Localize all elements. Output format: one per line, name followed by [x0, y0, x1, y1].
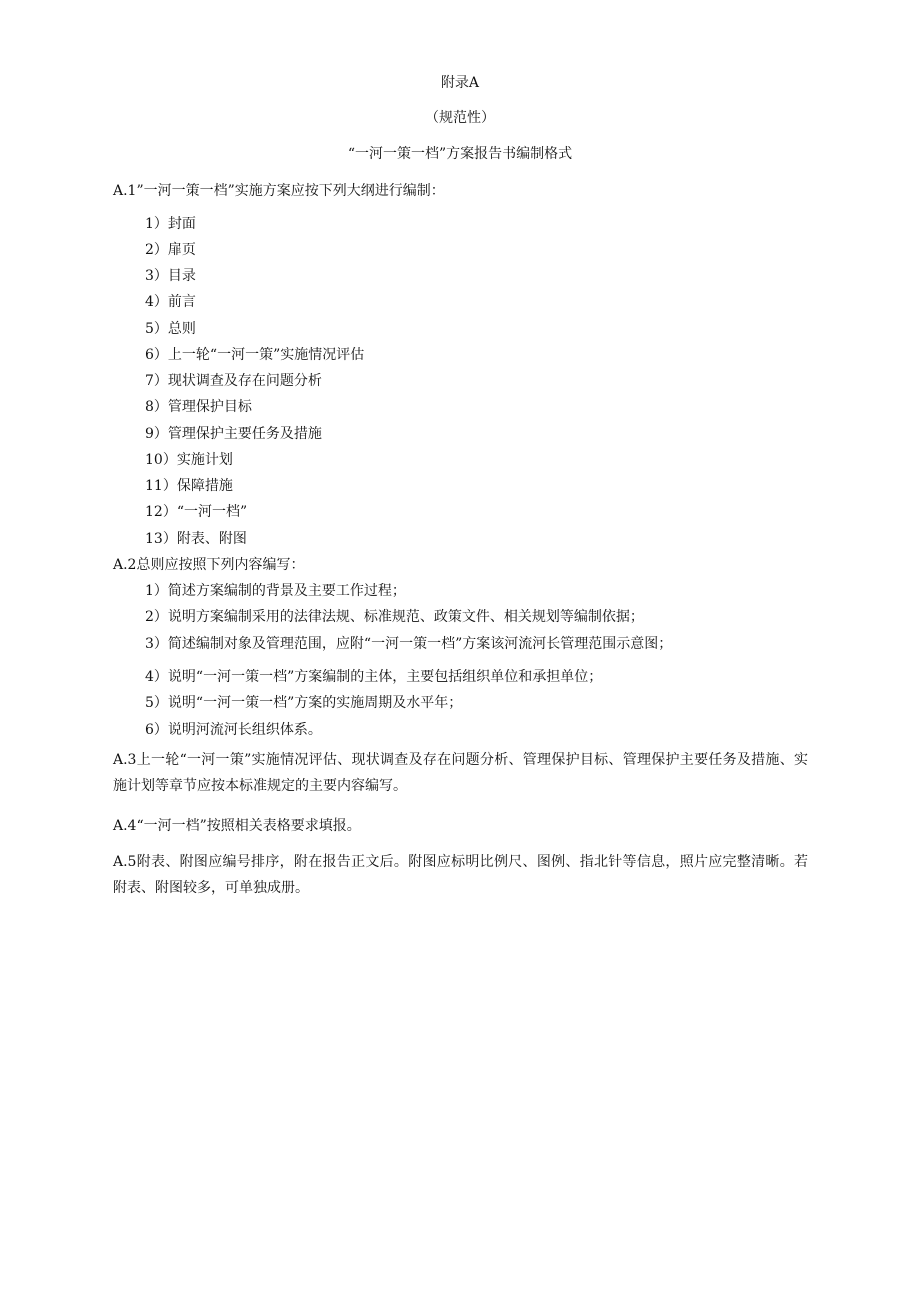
list-item: 11）保障措施 [145, 478, 233, 494]
list-item: 7）现状调查及存在问题分析 [145, 373, 322, 389]
document-title: “一河一策一档”方案报告书编制格式 [347, 146, 573, 162]
list-item: 8）管理保护目标 [145, 399, 252, 415]
list-item: 2）说明方案编制采用的法律法规、标准规范、政策文件、相关规划等编制依据； [145, 609, 644, 625]
section-a4-paragraph: A.4“一河一档”按照相关表格要求填报。 [113, 818, 361, 834]
list-item: 5）总则 [145, 321, 196, 337]
list-item: 5）说明“一河一策一档”方案的实施周期及水平年； [145, 695, 463, 711]
section-a5-paragraph: A.5附表、附图应编号排序，附在报告正文后。附图应标明比例尺、图例、指北针等信息，照片应完整清晰。若附表、附图较多，可单独成册。 [113, 854, 808, 896]
list-item: 10）实施计划 [145, 452, 233, 468]
list-item: 4）说明“一河一策一档”方案编制的主体，主要包括组织单位和承担单位； [145, 669, 603, 685]
list-item: 1）封面 [145, 216, 196, 232]
appendix-nature: （规范性） [425, 110, 495, 126]
list-item: 13）附表、附图 [145, 531, 247, 547]
list-item: 1）简述方案编制的背景及主要工作过程； [145, 583, 406, 599]
list-item: 2）扉页 [145, 242, 196, 258]
list-item: 3）简述编制对象及管理范围，应附“一河一策一档”方案该河流河长管理范围示意图； [145, 636, 673, 652]
section-a1-heading: A.1”一河一策一档”实施方案应按下列大纲进行编制： [113, 183, 445, 199]
section-a3-paragraph: A.3上一轮“一河一策”实施情况评估、现状调查及存在问题分析、管理保护目标、管理保护主要任务及措施、实施计划等章节应按本标准规定的主要内容编写。 [113, 752, 808, 794]
list-item: 6）上一轮“一河一策”实施情况评估 [145, 347, 365, 363]
list-item: 12）“一河一档” [145, 504, 248, 520]
list-item: 9）管理保护主要任务及措施 [145, 426, 322, 442]
list-item: 3）目录 [145, 268, 196, 284]
appendix-label: 附录A [440, 75, 480, 91]
section-a2-heading: A.2总则应按照下列内容编写： [113, 557, 305, 573]
list-item: 6）说明河流河长组织体系。 [145, 722, 322, 738]
list-item: 4）前言 [145, 294, 196, 310]
